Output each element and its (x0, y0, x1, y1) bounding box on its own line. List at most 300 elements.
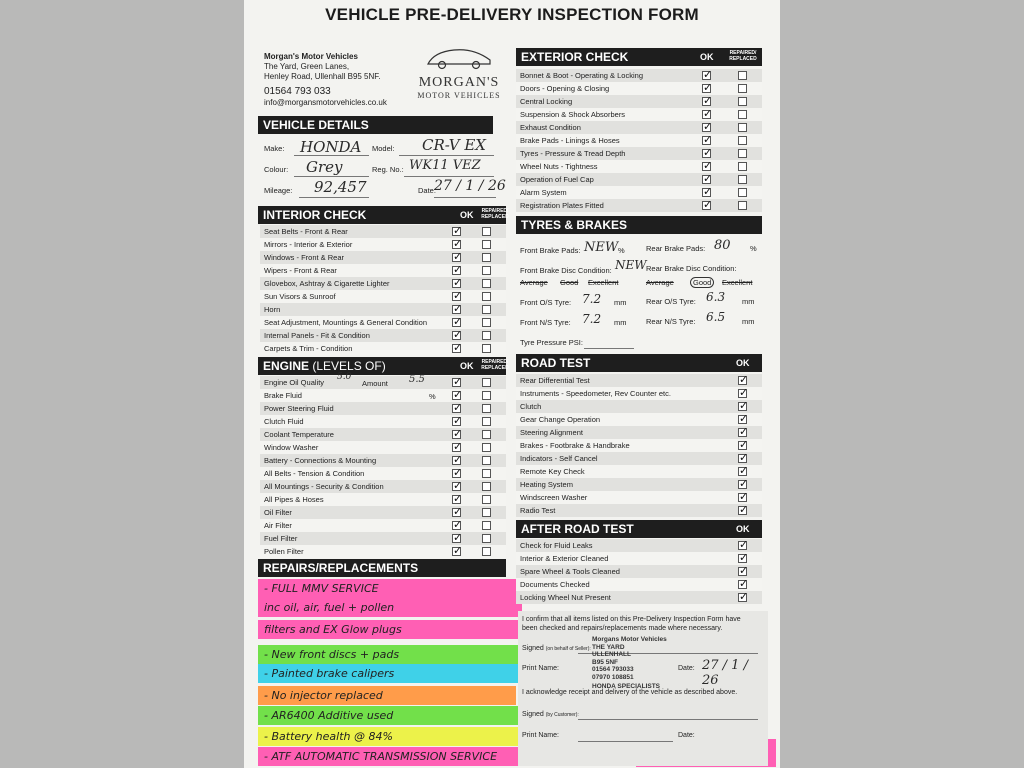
road-test-item-label: Radio Test (520, 506, 556, 515)
engine-item-label: All Mountings - Security & Condition (264, 482, 384, 491)
engine-repaired-checkbox[interactable] (482, 378, 491, 387)
after-road-test-row (516, 565, 762, 578)
engine-row (260, 519, 506, 532)
road-test-ok-checkbox[interactable] (738, 438, 749, 451)
interior-check-list (260, 225, 506, 355)
check-mark-icon: ✓ (453, 315, 463, 328)
after-road-test-ok-checkbox[interactable] (738, 590, 749, 603)
check-mark-icon: ✓ (453, 466, 463, 479)
road-test-ok-checkbox[interactable] (738, 399, 749, 412)
check-mark-icon: ✓ (739, 464, 749, 477)
check-mark-icon: ✓ (739, 477, 749, 490)
vehicle-details-header: VEHICLE DETAILS (258, 116, 493, 134)
interior-repaired-checkbox[interactable] (482, 279, 491, 288)
model-value: CR-V EX (422, 136, 486, 154)
signed-customer-label: Signed (by Customer): (522, 711, 579, 718)
road-test-row (516, 400, 762, 413)
engine-percent: % (429, 392, 436, 401)
engine-ok-checkbox[interactable] (452, 492, 463, 505)
engine-row (260, 506, 506, 519)
print-name-label-2: Print Name: (522, 732, 559, 739)
engine-item-label: All Belts - Tension & Condition (264, 469, 365, 478)
after-road-test-ok-checkbox[interactable] (738, 564, 749, 577)
date-underline (434, 197, 496, 198)
interior-row (260, 238, 506, 251)
engine-ok-checkbox[interactable] (452, 466, 463, 479)
rear-disc-excellent: Excellent (722, 278, 753, 287)
check-mark-icon: ✓ (739, 451, 749, 464)
mileage-underline (299, 197, 369, 198)
engine-ok-checkbox[interactable] (452, 401, 463, 414)
colour-underline (294, 176, 369, 177)
road-test-item-label: Indicators - Self Cancel (520, 454, 598, 463)
exterior-ok-checkbox[interactable] (702, 120, 713, 133)
check-mark-icon: ✓ (453, 440, 463, 453)
check-mark-icon: ✓ (453, 302, 463, 315)
engine-item-label: Coolant Temperature (264, 430, 334, 439)
engine-repaired-checkbox[interactable] (482, 547, 491, 556)
road-test-row (516, 426, 762, 439)
exterior-item-label: Alarm System (520, 188, 567, 197)
exterior-item-label: Operation of Fuel Cap (520, 175, 594, 184)
exterior-repaired-checkbox[interactable] (738, 136, 747, 145)
engine-ok-checkbox[interactable] (452, 427, 463, 440)
print-name-label: Print Name: (522, 665, 559, 672)
interior-check-header: INTERIOR CHECK OK REPAIRED/ REPLACED (258, 206, 506, 224)
exterior-ok-checkbox[interactable] (702, 133, 713, 146)
engine-repaired-checkbox[interactable] (482, 508, 491, 517)
road-test-item-label: Clutch (520, 402, 542, 411)
repair-line: - AR6400 Additive used (258, 706, 524, 725)
interior-repaired-checkbox[interactable] (482, 331, 491, 340)
repair-line: - Painted brake calipers (258, 664, 522, 683)
check-mark-icon: ✓ (739, 386, 749, 399)
engine-ok-checkbox[interactable] (452, 479, 463, 492)
road-test-item-label: Instruments - Speedometer, Rev Counter etc. (520, 389, 671, 398)
check-mark-icon: ✓ (453, 263, 463, 276)
company-logo (409, 44, 509, 100)
engine-ok-checkbox[interactable] (452, 388, 463, 401)
check-mark-icon: ✓ (703, 159, 713, 172)
exterior-row (516, 95, 762, 108)
customer-print-underline (578, 741, 673, 742)
front-os-label: Front O/S Tyre: (520, 298, 572, 307)
road-test-row (516, 504, 762, 517)
exterior-item-label: Doors - Opening & Closing (520, 84, 610, 93)
seller-date-value: 27 / 1 / 26 (702, 658, 748, 688)
interior-row (260, 290, 506, 303)
road-test-item-label: Windscreen Washer (520, 493, 588, 502)
company-name: Morgan's Motor Vehicles (264, 52, 358, 61)
check-mark-icon: ✓ (453, 453, 463, 466)
engine-ok-checkbox[interactable] (452, 518, 463, 531)
repair-line: inc oil, air, fuel + pollen (258, 598, 522, 617)
check-mark-icon: ✓ (453, 414, 463, 427)
exterior-row (516, 199, 762, 212)
check-mark-icon: ✓ (453, 289, 463, 302)
exterior-repaired-checkbox[interactable] (738, 71, 747, 80)
check-mark-icon: ✓ (453, 531, 463, 544)
front-pads-value: NEW (584, 240, 619, 255)
interior-ok-checkbox[interactable] (452, 237, 463, 250)
road-test-row (516, 413, 762, 426)
check-mark-icon: ✓ (453, 250, 463, 263)
road-test-row (516, 387, 762, 400)
engine-item-label: Clutch Fluid (264, 417, 304, 426)
exterior-item-label: Brake Pads - Linings & Hoses (520, 136, 620, 145)
signed-customer-underline (578, 719, 758, 720)
exterior-item-label: Exhaust Condition (520, 123, 581, 132)
exterior-ok-checkbox[interactable] (702, 107, 713, 120)
engine-row (260, 493, 506, 506)
engine-repaired-checkbox[interactable] (482, 391, 491, 400)
engine-repaired-checkbox[interactable] (482, 534, 491, 543)
engine-ok-checkbox[interactable] (452, 453, 463, 466)
reg-label: Reg. No.: (372, 165, 404, 174)
exterior-repaired-checkbox[interactable] (738, 175, 747, 184)
tyres-brakes-header: TYRES & BRAKES (516, 216, 762, 234)
make-underline (294, 155, 369, 156)
rear-disc-average: Average (646, 278, 674, 287)
exterior-repaired-checkbox[interactable] (738, 162, 747, 171)
engine-item-label: Engine Oil Quality (264, 378, 325, 387)
check-mark-icon: ✓ (739, 503, 749, 516)
interior-item-label: Seat Adjustment, Mountings & General Condition (264, 318, 428, 327)
after-road-test-item-label: Spare Wheel & Tools Cleaned (520, 567, 620, 576)
check-mark-icon: ✓ (703, 68, 713, 81)
road-test-ok-checkbox[interactable] (738, 503, 749, 516)
customer-date-label: Date: (678, 732, 695, 739)
date-label: Date: (418, 186, 436, 195)
engine-item-label: Air Filter (264, 521, 292, 530)
date-value: 27 / 1 / 26 (434, 178, 506, 194)
rear-disc-good: Good (690, 277, 714, 288)
road-test-ok-checkbox[interactable] (738, 477, 749, 490)
exterior-repaired-checkbox[interactable] (738, 188, 747, 197)
check-mark-icon: ✓ (739, 490, 749, 503)
repair-line: - No injector replaced (258, 686, 516, 705)
engine-ok-checkbox[interactable] (452, 414, 463, 427)
road-test-item-label: Gear Change Operation (520, 415, 601, 424)
after-road-test-ok-checkbox[interactable] (738, 577, 749, 590)
check-mark-icon: ✓ (453, 388, 463, 401)
interior-item-label: Sun Visors & Sunroof (264, 292, 336, 301)
interior-repaired-checkbox[interactable] (482, 305, 491, 314)
front-os-value: 7.2 (582, 292, 602, 306)
engine-oil-quality-mark: 5.0 (337, 372, 352, 382)
engine-row (260, 532, 506, 545)
after-road-test-item-label: Check for Fluid Leaks (520, 541, 593, 550)
road-test-ok-checkbox[interactable] (738, 386, 749, 399)
engine-repaired-checkbox[interactable] (482, 469, 491, 478)
exterior-row (516, 160, 762, 173)
check-mark-icon: ✓ (703, 172, 713, 185)
road-test-row (516, 374, 762, 387)
check-mark-icon: ✓ (703, 94, 713, 107)
front-disc-excellent: Excellent (588, 278, 619, 287)
road-test-ok-checkbox[interactable] (738, 451, 749, 464)
exterior-row (516, 147, 762, 160)
exterior-ok-checkbox[interactable] (702, 81, 713, 94)
interior-row (260, 329, 506, 342)
exterior-check-list (516, 69, 762, 212)
interior-repaired-checkbox[interactable] (482, 292, 491, 301)
interior-row (260, 264, 506, 277)
exterior-ok-checkbox[interactable] (702, 159, 713, 172)
exterior-ok-checkbox[interactable] (702, 68, 713, 81)
engine-ok-checkbox[interactable] (452, 440, 463, 453)
engine-ok-checkbox[interactable] (452, 531, 463, 544)
engine-row (260, 467, 506, 480)
front-disc-average: Average (520, 278, 548, 287)
repair-line: - Battery health @ 84% (258, 727, 520, 746)
check-mark-icon: ✓ (703, 81, 713, 94)
interior-repaired-checkbox[interactable] (482, 318, 491, 327)
interior-repaired-checkbox[interactable] (482, 227, 491, 236)
company-address (264, 52, 381, 82)
engine-row (260, 480, 506, 493)
engine-repaired-checkbox[interactable] (482, 482, 491, 491)
after-road-test-row (516, 539, 762, 552)
check-mark-icon: ✓ (739, 538, 749, 551)
rear-pads-value: 80 (714, 238, 731, 253)
interior-item-label: Wipers - Front & Rear (264, 266, 337, 275)
engine-ok-checkbox[interactable] (452, 505, 463, 518)
after-road-test-ok-checkbox[interactable] (738, 538, 749, 551)
colour-label: Colour: (264, 165, 289, 174)
road-test-ok-checkbox[interactable] (738, 373, 749, 386)
interior-ok-checkbox[interactable] (452, 315, 463, 328)
check-mark-icon: ✓ (453, 224, 463, 237)
dealer-stamp: Morgans Motor Vehicles THE YARD ULLENHALL B95 5NF 01564 793033 07970 108851 HONDA SPECIALISTS (592, 636, 667, 690)
interior-ok-checkbox[interactable] (452, 276, 463, 289)
front-pads-pct: % (618, 246, 625, 255)
front-disc-label: Front Brake Disc Condition: (520, 266, 612, 275)
check-mark-icon: ✓ (453, 341, 463, 354)
model-underline (399, 155, 494, 156)
engine-ok-checkbox[interactable] (452, 544, 463, 557)
interior-repaired-checkbox[interactable] (482, 240, 491, 249)
repair-line: filters and EX Glow plugs (258, 620, 518, 639)
check-mark-icon: ✓ (739, 438, 749, 451)
interior-repaired-checkbox[interactable] (482, 266, 491, 275)
tyre-pressure-label: Tyre Pressure PSI: (520, 338, 583, 347)
interior-ok-checkbox[interactable] (452, 289, 463, 302)
repair-line: - New front discs + pads (258, 645, 524, 664)
interior-ok-checkbox[interactable] (452, 341, 463, 354)
engine-row (260, 441, 506, 454)
company-email: info@morgansmotorvehicles.co.uk (264, 98, 387, 107)
interior-ok-checkbox[interactable] (452, 224, 463, 237)
after-road-test-item-label: Locking Wheel Nut Present (520, 593, 611, 602)
after-road-test-item-label: Documents Checked (520, 580, 590, 589)
engine-item-label: Pollen Filter (264, 547, 304, 556)
check-mark-icon: ✓ (453, 518, 463, 531)
check-mark-icon: ✓ (453, 276, 463, 289)
front-ns-label: Front N/S Tyre: (520, 318, 571, 327)
interior-ok-checkbox[interactable] (452, 250, 463, 263)
exterior-check-header: EXTERIOR CHECK OK REPAIRED/ REPLACED (516, 48, 762, 66)
company-address-line2: Henley Road, Ullenhall B95 5NF. (264, 72, 381, 81)
exterior-row (516, 186, 762, 199)
exterior-ok-checkbox[interactable] (702, 185, 713, 198)
exterior-repaired-checkbox[interactable] (738, 110, 747, 119)
road-test-item-label: Heating System (520, 480, 573, 489)
interior-item-label: Internal Panels - Fit & Condition (264, 331, 370, 340)
check-mark-icon: ✓ (703, 133, 713, 146)
exterior-row (516, 108, 762, 121)
check-mark-icon: ✓ (453, 237, 463, 250)
road-test-row (516, 439, 762, 452)
form-title: VEHICLE PRE-DELIVERY INSPECTION FORM (325, 5, 699, 24)
exterior-repaired-checkbox[interactable] (738, 201, 747, 210)
seller-date-label: Date: (678, 665, 695, 672)
interior-item-label: Seat Belts - Front & Rear (264, 227, 348, 236)
after-road-test-ok-checkbox[interactable] (738, 551, 749, 564)
road-test-item-label: Remote Key Check (520, 467, 585, 476)
engine-repaired-checkbox[interactable] (482, 456, 491, 465)
engine-item-label: All Pipes & Hoses (264, 495, 324, 504)
exterior-item-label: Wheel Nuts - Tightness (520, 162, 598, 171)
interior-row (260, 251, 506, 264)
exterior-repaired-checkbox[interactable] (738, 97, 747, 106)
road-test-ok-checkbox[interactable] (738, 490, 749, 503)
exterior-ok-checkbox[interactable] (702, 198, 713, 211)
ack-text: I acknowledge receipt and delivery of the vehicle as described above. (522, 689, 738, 696)
interior-item-label: Carpets & Trim - Condition (264, 344, 353, 353)
road-test-list (516, 374, 762, 517)
road-test-item-label: Rear Differential Test (520, 376, 590, 385)
engine-repaired-checkbox[interactable] (482, 495, 491, 504)
check-mark-icon: ✓ (739, 412, 749, 425)
check-mark-icon: ✓ (453, 328, 463, 341)
interior-item-label: Mirrors - Interior & Exterior (264, 240, 353, 249)
after-road-test-item-label: Interior & Exterior Cleaned (520, 554, 609, 563)
check-mark-icon: ✓ (703, 107, 713, 120)
road-test-row (516, 465, 762, 478)
check-mark-icon: ✓ (453, 375, 463, 388)
exterior-repaired-checkbox[interactable] (738, 149, 747, 158)
front-ns-mm: mm (614, 318, 627, 327)
exterior-ok-checkbox[interactable] (702, 172, 713, 185)
exterior-repaired-checkbox[interactable] (738, 84, 747, 93)
engine-check-list (260, 376, 506, 558)
signed-seller-label: Signed (on behalf of Seller): (522, 645, 591, 652)
interior-row (260, 277, 506, 290)
logo-line1: MORGAN'S (418, 75, 500, 90)
engine-amount-label: Amount (362, 379, 388, 388)
after-road-test-row (516, 591, 762, 604)
engine-row (260, 454, 506, 467)
exterior-item-label: Central Locking (520, 97, 573, 106)
engine-item-label: Power Steering Fluid (264, 404, 334, 413)
engine-item-label: Window Washer (264, 443, 319, 452)
road-test-header: ROAD TEST OK (516, 354, 762, 372)
check-mark-icon: ✓ (739, 399, 749, 412)
exterior-row (516, 69, 762, 82)
check-mark-icon: ✓ (453, 492, 463, 505)
engine-row (260, 389, 506, 402)
after-road-test-header: AFTER ROAD TEST OK (516, 520, 762, 538)
exterior-row (516, 173, 762, 186)
road-test-row (516, 452, 762, 465)
check-mark-icon: ✓ (703, 198, 713, 211)
exterior-ok-checkbox[interactable] (702, 146, 713, 159)
engine-repaired-checkbox[interactable] (482, 521, 491, 530)
engine-repaired-checkbox[interactable] (482, 404, 491, 413)
road-test-ok-checkbox[interactable] (738, 464, 749, 477)
interior-repaired-checkbox[interactable] (482, 253, 491, 262)
exterior-item-label: Bonnet & Boot - Operating & Locking (520, 71, 643, 80)
rear-ns-mm: mm (742, 317, 755, 326)
interior-item-label: Glovebox, Ashtray & Cigarette Lighter (264, 279, 390, 288)
front-ns-value: 7.2 (582, 312, 602, 326)
model-label: Model: (372, 144, 395, 153)
engine-repaired-checkbox[interactable] (482, 417, 491, 426)
engine-ok-checkbox[interactable] (452, 375, 463, 388)
road-test-ok-checkbox[interactable] (738, 412, 749, 425)
check-mark-icon: ✓ (453, 479, 463, 492)
road-test-ok-checkbox[interactable] (738, 425, 749, 438)
engine-repaired-checkbox[interactable] (482, 430, 491, 439)
check-mark-icon: ✓ (703, 185, 713, 198)
road-test-item-label: Steering Alignment (520, 428, 583, 437)
after-road-test-row (516, 578, 762, 591)
interior-row (260, 225, 506, 238)
check-mark-icon: ✓ (739, 425, 749, 438)
tyre-pressure-underline (584, 348, 634, 349)
confirm-text-1: I confirm that all items listed on this Pre-Delivery Inspection Form have (522, 616, 741, 623)
confirm-text-2: been checked and repairs/replacements made where necessary. (522, 625, 723, 632)
check-mark-icon: ✓ (453, 505, 463, 518)
engine-item-label: Oil Filter (264, 508, 292, 517)
engine-item-label: Battery - Connections & Mounting (264, 456, 377, 465)
mileage-value: 92,457 (314, 178, 367, 196)
check-mark-icon: ✓ (739, 564, 749, 577)
exterior-item-label: Suspension & Shock Absorbers (520, 110, 626, 119)
interior-ok-checkbox[interactable] (452, 263, 463, 276)
front-os-mm: mm (614, 298, 627, 307)
company-address-line1: The Yard, Green Lanes, (264, 62, 350, 71)
interior-ok-checkbox[interactable] (452, 302, 463, 315)
exterior-repaired-checkbox[interactable] (738, 123, 747, 132)
check-mark-icon: ✓ (703, 120, 713, 133)
interior-ok-checkbox[interactable] (452, 328, 463, 341)
exterior-item-label: Tyres - Pressure & Tread Depth (520, 149, 626, 158)
after-road-test-row (516, 552, 762, 565)
make-label: Make: (264, 144, 285, 153)
check-mark-icon: ✓ (739, 551, 749, 564)
rear-pads-pct: % (750, 244, 757, 253)
check-mark-icon: ✓ (453, 544, 463, 557)
engine-repaired-checkbox[interactable] (482, 443, 491, 452)
mileage-label: Mileage: (264, 186, 293, 195)
engine-amount-value: 5.5 (409, 374, 425, 385)
make-value: HONDA (300, 138, 362, 156)
interior-item-label: Horn (264, 305, 281, 314)
exterior-ok-checkbox[interactable] (702, 94, 713, 107)
interior-row (260, 303, 506, 316)
road-test-row (516, 491, 762, 504)
rear-os-label: Rear O/S Tyre: (646, 297, 696, 306)
road-test-item-label: Brakes - Footbrake & Handbrake (520, 441, 630, 450)
rear-ns-label: Rear N/S Tyre: (646, 317, 696, 326)
rear-ns-value: 6.5 (706, 310, 726, 324)
reg-underline (404, 176, 494, 177)
interior-repaired-checkbox[interactable] (482, 344, 491, 353)
repair-line: - ATF AUTOMATIC TRANSMISSION SERVICE (258, 747, 626, 766)
check-mark-icon: ✓ (453, 401, 463, 414)
